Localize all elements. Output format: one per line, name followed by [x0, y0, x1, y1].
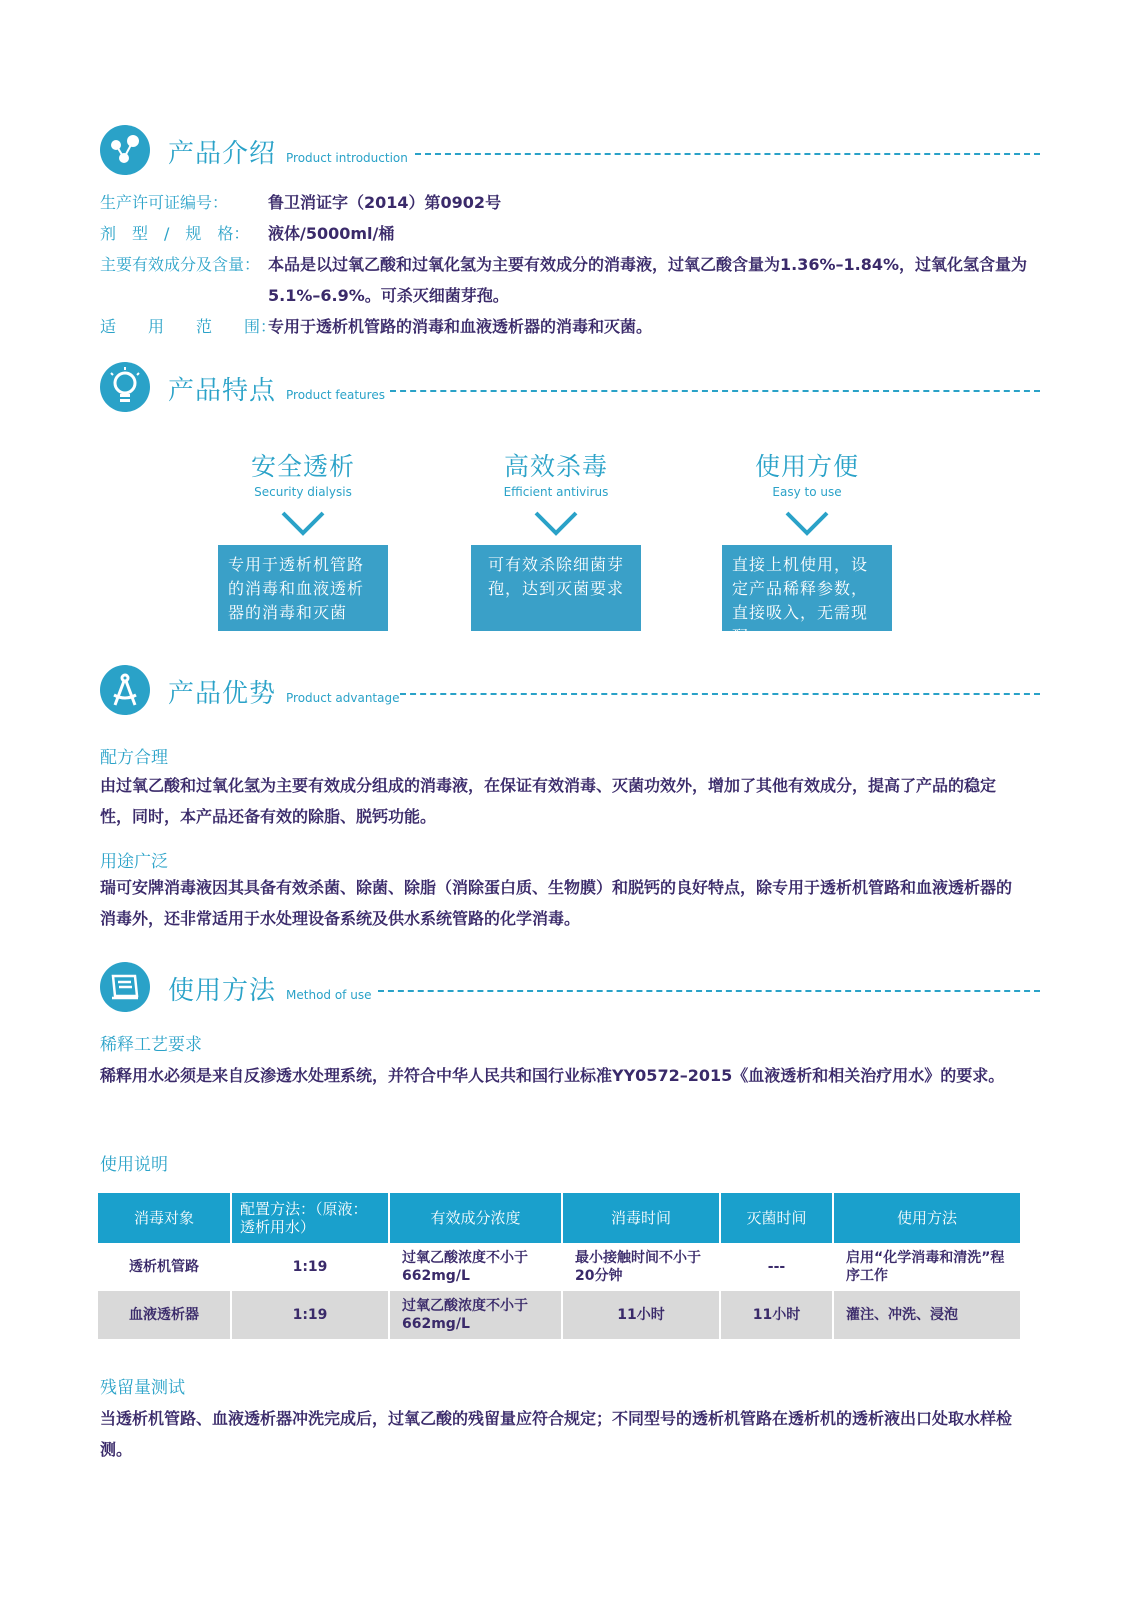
intro-row [100, 249, 1028, 311]
feature-card [722, 447, 892, 646]
feature-card [218, 447, 388, 631]
feature-card [471, 447, 641, 631]
feature-title: 安全透析 [250, 452, 355, 481]
intro-value: 液体/5000ml/桶 [268, 224, 395, 243]
intro-value: 本品是以过氧乙酸和过氧化氢为主要有效成分的消毒液，过氧乙酸含量为1.36%–1.84%，过氧化氢含量为5.1%–6.9%。可杀灭细菌芽孢。 [268, 255, 1028, 305]
chevron-down-icon [783, 509, 831, 537]
section-subtitle: Product advantage [286, 691, 400, 705]
table-cell: 11小时 [720, 1291, 833, 1339]
intro-row [100, 187, 1028, 218]
residual-text: 当透析机管路、血液透析器冲洗完成后，过氧乙酸的残留量应符合规定；不同型号的透析机管路在透析机的透析液出口处取水样检测。 [100, 1409, 1013, 1459]
feature-title: 高效杀毒 [503, 452, 608, 481]
dashed-divider [378, 990, 1040, 992]
table-cell: 1:19 [231, 1291, 389, 1339]
dilution-text: 稀释用水必须是来自反渗透水处理系统，并符合中华人民共和国行业标准YY0572–2015《血液透析和相关治疗用水》的要求。 [100, 1066, 1005, 1085]
advantage-heading: 用途广泛 [100, 852, 168, 872]
dashed-divider [390, 390, 1040, 392]
table-header-row [98, 1193, 1020, 1243]
table-header: 配置方法：（原液：透析用水） [231, 1193, 389, 1243]
intro-row [100, 218, 1028, 249]
usage-table [98, 1193, 1020, 1339]
table-cell: 最小接触时间不小于20分钟 [562, 1243, 720, 1291]
compass-icon [100, 665, 150, 715]
section-title: 产品优势 Product advantage [168, 679, 400, 709]
table-header: 使用方法 [833, 1193, 1020, 1243]
section-product-advantage [100, 665, 1040, 721]
chevron-down-icon [279, 509, 327, 537]
feature-subtitle: Efficient antivirus [503, 485, 609, 499]
table-header: 有效成分浓度 [389, 1193, 562, 1243]
book-icon [100, 962, 150, 1012]
section-header [100, 665, 1040, 721]
section-product-features [100, 362, 1040, 418]
table-row [98, 1291, 1020, 1339]
feature-subtitle: Security dialysis [254, 485, 352, 499]
table-cell: 启用“化学消毒和清洗”程序工作 [833, 1243, 1020, 1291]
dashed-divider [415, 153, 1040, 155]
chevron-down-icon [532, 509, 580, 537]
section-header [100, 125, 1040, 181]
section-method-of-use [100, 962, 1040, 1018]
table-header: 消毒时间 [562, 1193, 720, 1243]
table-cell: 透析机管路 [129, 1259, 199, 1275]
molecule-icon [100, 125, 150, 175]
intro-row [100, 311, 1028, 342]
advantage-text: 瑞可安牌消毒液因其具备有效杀菌、除菌、除脂（消除蛋白质、生物膜）和脱钙的良好特点，除专用于透析机管路和血液透析器的消毒外，还非常适用于水处理设备系统及供水系统管路的化学消毒。 [100, 878, 1013, 928]
intro-value: 专用于透析机管路的消毒和血液透析器的消毒和灭菌。 [268, 317, 653, 336]
feature-title: 使用方便 [754, 452, 859, 481]
dilution-heading: 稀释工艺要求 [100, 1035, 202, 1055]
residual-heading: 残留量测试 [100, 1378, 185, 1398]
feature-subtitle: Easy to use [772, 485, 842, 499]
section-title: 使用方法 Method of use [168, 976, 372, 1006]
feature-text: 直接上机使用，设定产品稀释参数，直接吸入，无需现配 [722, 545, 892, 631]
table-cell: 过氧乙酸浓度不小于662mg/L [389, 1291, 562, 1339]
table-cell: 灌注、冲洗、浸泡 [833, 1291, 1020, 1339]
section-product-introduction [100, 125, 1040, 181]
section-subtitle: Method of use [286, 988, 372, 1002]
advantage-text: 由过氧乙酸和过氧化氢为主要有效成分组成的消毒液，在保证有效消毒、灭菌功效外，增加了其他有效成分，提高了产品的稳定性，同时，本产品还备有效的除脂、脱钙功能。 [100, 776, 997, 826]
section-title: 产品介绍 Product introduction [168, 139, 408, 169]
intro-key: 剂 型 / 规 格： [100, 224, 250, 243]
intro-details [100, 187, 1028, 342]
section-title: 产品特点 Product features [168, 376, 385, 406]
table-header: 灭菌时间 [720, 1193, 833, 1243]
table-cell: --- [720, 1243, 833, 1291]
usage-heading: 使用说明 [100, 1155, 168, 1175]
lightbulb-icon [100, 362, 150, 412]
dashed-divider [400, 693, 1040, 695]
feature-text: 专用于透析机管路的消毒和血液透析器的消毒和灭菌 [218, 545, 388, 631]
table-cell: 1:19 [231, 1243, 389, 1291]
section-subtitle: Product introduction [286, 151, 408, 165]
section-header [100, 962, 1040, 1018]
advantage-heading: 配方合理 [100, 748, 168, 768]
intro-value: 鲁卫消证字（2014）第0902号 [268, 193, 502, 212]
section-subtitle: Product features [286, 388, 385, 402]
table-row [98, 1243, 1020, 1291]
table-cell: 过氧乙酸浓度不小于662mg/L [389, 1243, 562, 1291]
section-header [100, 362, 1040, 418]
feature-text: 可有效杀除细菌芽孢，达到灭菌要求 [471, 545, 641, 631]
intro-key: 适 用 范 围： [100, 317, 277, 336]
intro-key: 主要有效成分及含量： [100, 255, 261, 274]
table-cell: 11小时 [562, 1291, 720, 1339]
intro-key: 生产许可证编号： [100, 193, 229, 212]
table-header: 消毒对象 [98, 1193, 231, 1243]
table-cell: 血液透析器 [98, 1291, 231, 1339]
